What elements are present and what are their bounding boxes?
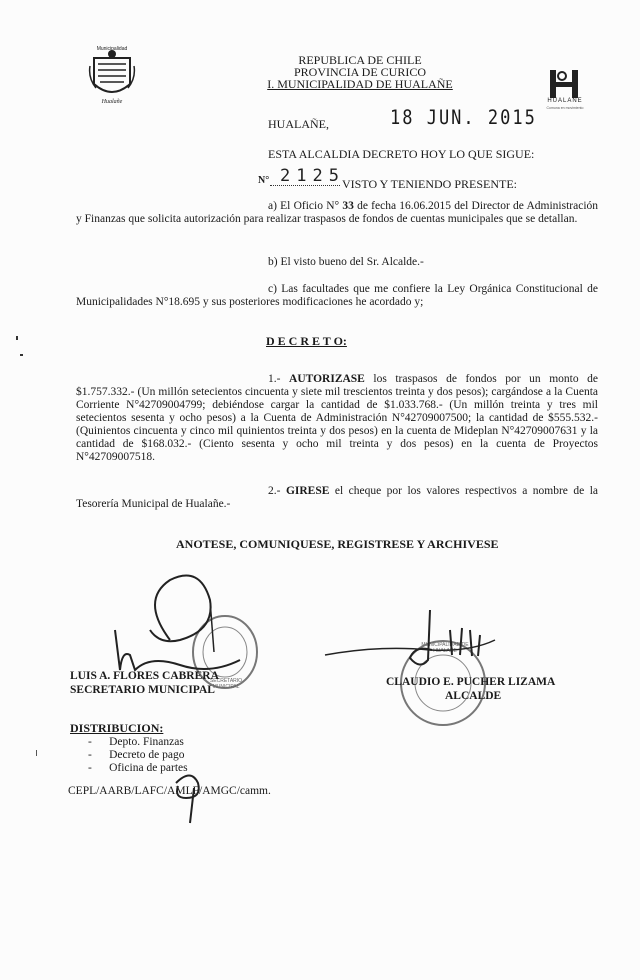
item-2 [76, 485, 598, 511]
header-line-1: REPUBLICA DE CHILE [298, 53, 422, 67]
right-signatory-name: CLAUDIO E. PUCHER LIZAMA [386, 676, 556, 688]
distribution-title: DISTRIBUCION: [70, 721, 164, 735]
intro-line: ESTA ALCALDIA DECRETO HOY LO QUE SIGUE: [268, 147, 535, 161]
logo-subtext: Comuna en movimiento [546, 106, 584, 110]
reference-initials: CEPL/AARB/LAFC/AMLF/AMGC/camm. [68, 785, 271, 797]
right-stamp-text: MUNICIPALIDAD DE HUALAÑE [421, 642, 469, 654]
item-2-text: el cheque por los valores respectivos a nombre de la Tesorería Municipal de Hualañe.- [76, 485, 598, 510]
decreto-title: D E C R E T O: [266, 334, 347, 348]
scan-mark [36, 750, 37, 756]
scan-mark [16, 336, 18, 340]
seal-caption-bottom: Hualañe [101, 99, 123, 105]
seal-caption-top: Municipalidad [96, 46, 128, 52]
visto-heading: VISTO Y TENIENDO PRESENTE: [342, 177, 517, 191]
left-signatory-title: SECRETARIO MUNICIPAL [70, 684, 215, 696]
item-1 [76, 373, 598, 464]
item-1-num: 1.- [268, 373, 281, 385]
place: HUALAÑE, [268, 117, 329, 131]
item-1-text: los traspasos de fondos por un monto de $1.757.332.- (Un millón setecientos cincuenta y siete mil trescientos treinta y dos pesos); cargándose a la Cuenta Corriente N°42709004799; debiéndose cargar la cantidad de $1.033.768.- (Un millón treinta y tres mil setecientos sesenta y ocho pesos) a la Cuenta de Administración N°42709007500; la cantidad de $555.532.- (Quinientos cincuenta y cinco mil quinientos treinta y dos pesos) en la cuenta de Mideplan N°42709007631 y la cantidad de $168.032.- (Ciento sesenta y ocho mil treinta y dos pesos) en la cuenta de Proyectos N°42709007518. [76, 373, 598, 463]
logo-text: HUALAÑE [547, 98, 583, 104]
distribution-item: - Oficina de partes [88, 762, 188, 774]
item-2-keyword: GIRESE [285, 485, 330, 497]
consideration-b: b) El visto bueno del Sr. Alcalde.- [268, 256, 424, 268]
hualane-brand-logo [540, 64, 600, 120]
consideration-c: c) Las facultades que me confiere la Ley Orgánica Constitucional de Municipalidades N°18.695 y sus posteriores modificaciones he acordado y; [76, 283, 598, 308]
decree-number: 2125 [280, 166, 345, 186]
date-stamp: 18 JUN. 2015 [390, 106, 537, 130]
closing-line: ANOTESE, COMUNIQUESE, REGISTRESE Y ARCHIVESE [176, 537, 499, 551]
consideration-a [76, 200, 598, 226]
decree-number-underline [270, 185, 340, 186]
distribution-item: - Decreto de pago [88, 749, 185, 761]
decree-number-prefix: N° [258, 175, 270, 186]
right-signatory-title: ALCALDE [445, 690, 502, 702]
item-1-keyword: AUTORIZASE [289, 373, 365, 385]
consideration-a-post: de fecha 16.06.2015 del Director de Administración y Finanzas que solicita autorización para realizar traspasos de fondos de cuentas municipales que se detallan. [76, 200, 599, 225]
consideration-a-pre: a) El Oficio N° [268, 200, 340, 212]
right-handwritten-signature [320, 600, 500, 680]
consideration-a-num: 33 [342, 200, 354, 212]
header-line-3: I. MUNICIPALIDAD DE HUALAÑE [267, 77, 453, 91]
header-line-2: PROVINCIA DE CURICO [293, 65, 426, 79]
left-stamp-text: SECRETARIO MUNICIPAL [209, 678, 243, 690]
item-2-num: 2.- [268, 485, 281, 497]
municipal-seal-logo [86, 44, 138, 108]
left-signatory-name: LUIS A. FLORES CABRERA [70, 670, 219, 682]
distribution-item: - Depto. Finanzas [88, 736, 184, 748]
scan-mark [20, 354, 23, 356]
initial-handwritten-mark [166, 768, 216, 828]
